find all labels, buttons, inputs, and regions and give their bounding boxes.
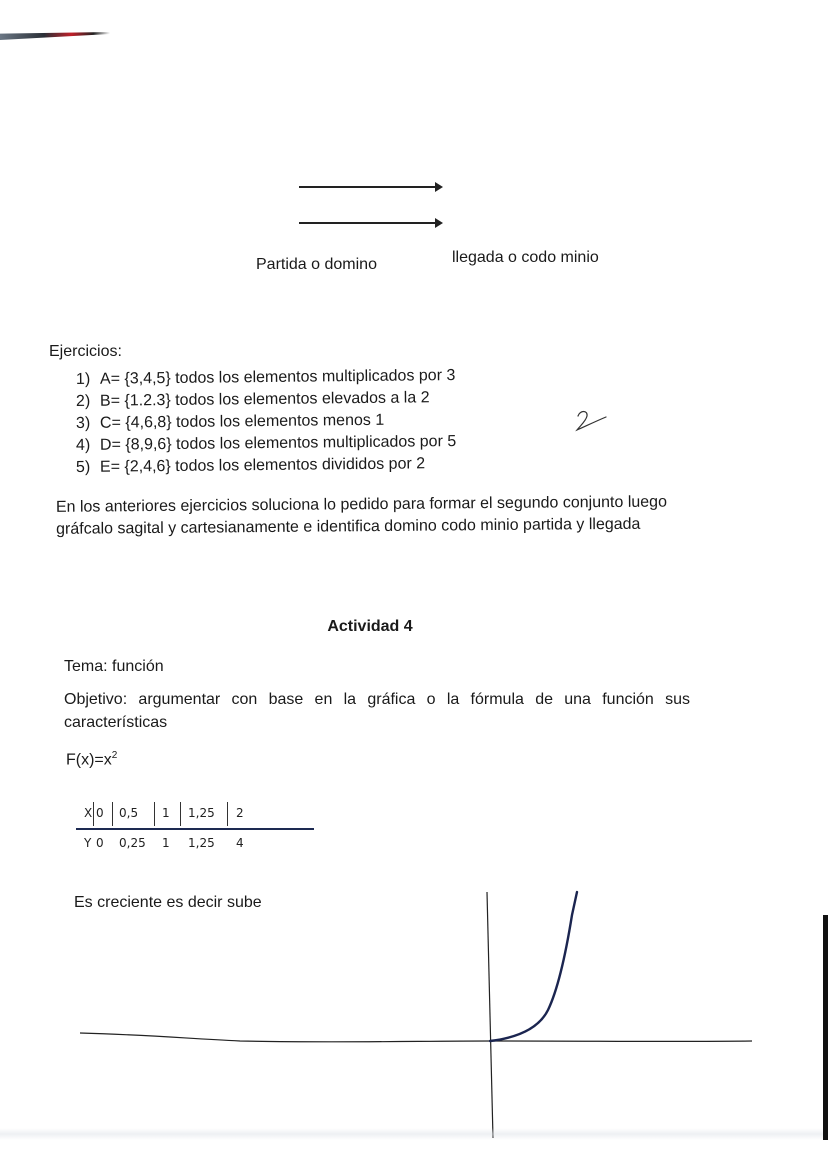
page-edge <box>823 915 828 1140</box>
y-label: Y <box>84 836 92 850</box>
exercises-title: Ejercicios: <box>49 343 122 360</box>
exercise-text: B= {1.2.3} todos los elementos elevados a la 2 <box>99 389 430 410</box>
table-divider <box>112 802 113 826</box>
y-cell: 4 <box>236 836 244 850</box>
y-cell: 0 <box>96 836 104 850</box>
table-separator <box>76 828 314 830</box>
y-cell: 1 <box>162 836 170 850</box>
exercise-number: 4) <box>75 436 91 454</box>
handwritten-mark <box>574 408 610 439</box>
x-cell: 1 <box>162 806 170 820</box>
x-label: X <box>84 806 93 820</box>
activity-title: Actividad 4 <box>327 618 413 635</box>
y-cell: 0,25 <box>119 836 146 850</box>
exercise-text: C= {4,6,8} todos los elementos menos 1 <box>99 411 385 432</box>
scan-shadow <box>0 1128 828 1140</box>
scan-corner-mark <box>0 32 110 40</box>
mapping-arrow-2 <box>299 222 439 224</box>
exercise-number: 2) <box>75 392 91 410</box>
domain-label: Partida o domino <box>256 256 377 273</box>
exercise-text: E= {2,4,6} todos los elementos divididos por 2 <box>99 455 426 476</box>
activity-objective: Objetivo: argumentar con base en la gráfica o la fórmula de una función sus características <box>64 691 690 731</box>
values-table <box>76 802 316 856</box>
exercise-text: D= {8,9,6} todos los elementos multiplicados por 5 <box>99 433 457 454</box>
table-divider <box>154 802 155 826</box>
formula-base: F(x)=x <box>66 751 112 769</box>
y-cell: 1,25 <box>188 836 215 850</box>
exercise-number: 3) <box>75 414 91 432</box>
exercise-item <box>76 453 456 479</box>
x-cell: 0 <box>96 806 104 820</box>
instructions-paragraph: En los anteriores ejercicios soluciona lo pedido para formar el segundo conjunto luego gráfcalo sagital y cartesianamente e identifica domino codo minio partida y llegada <box>55 493 668 538</box>
function-formula <box>66 750 117 769</box>
y-axis <box>487 892 493 1138</box>
x-cell: 2 <box>236 806 244 820</box>
exercise-number: 1) <box>75 370 91 388</box>
x-axis <box>80 1033 752 1042</box>
codomain-label: llegada o codo minio <box>452 249 599 266</box>
formula-exponent: 2 <box>111 750 118 761</box>
exercise-text: A= {3,4,5} todos los elementos multiplicados por 3 <box>99 367 456 388</box>
exercise-list <box>76 367 456 477</box>
mapping-arrow-1 <box>299 186 439 188</box>
table-divider <box>227 802 228 826</box>
x-cell: 1,25 <box>188 806 215 820</box>
exercise-number: 5) <box>75 458 91 476</box>
table-divider <box>180 802 181 826</box>
graph-caption: Es creciente es decir sube <box>74 894 262 911</box>
function-curve <box>490 892 577 1041</box>
x-row <box>76 802 316 826</box>
table-divider <box>93 802 94 826</box>
x-cell: 0,5 <box>119 806 139 820</box>
activity-topic: Tema: función <box>64 658 164 675</box>
y-row <box>76 832 316 856</box>
